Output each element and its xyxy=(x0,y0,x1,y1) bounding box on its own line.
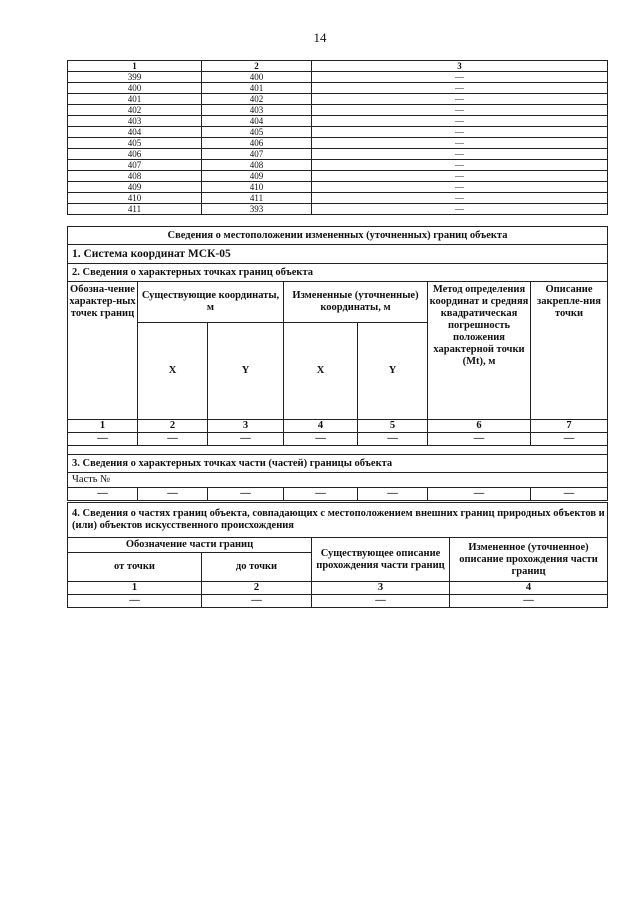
table-row xyxy=(68,433,608,446)
description-cell: — xyxy=(312,72,608,83)
description-cell: — xyxy=(312,94,608,105)
section4-title: 4. Сведения о частях границ объекта, совпадающих с местоположением внешних границ природных объектов и (или) объектов искусственного происхождения xyxy=(68,503,608,538)
description-cell: — xyxy=(312,193,608,204)
description-cell: — xyxy=(312,171,608,182)
column-header: 3 xyxy=(312,61,608,72)
column-number: 4 xyxy=(450,582,608,595)
column-number: 7 xyxy=(531,420,608,433)
column-number: 2 xyxy=(202,582,312,595)
section-title-row xyxy=(68,227,608,245)
empty-cell: — xyxy=(284,433,358,446)
changed-boundary-title: Сведения о местоположении измененных (уточненных) границ объекта xyxy=(68,227,608,245)
continuation-table xyxy=(67,60,608,215)
table-row xyxy=(68,94,608,105)
y-label: Y xyxy=(208,323,284,420)
part-designation-header: Обозначение части границ xyxy=(68,538,312,553)
column-number: 1 xyxy=(68,582,202,595)
column-number: 1 xyxy=(68,420,138,433)
spacer xyxy=(68,446,608,455)
column-number: 3 xyxy=(208,420,284,433)
to-point-cell: 402 xyxy=(202,94,312,105)
column-number: 2 xyxy=(138,420,208,433)
table-row xyxy=(68,488,608,501)
from-point-cell: 411 xyxy=(68,204,202,215)
column-numbers-row xyxy=(68,582,608,595)
part-label: Часть № xyxy=(68,473,608,488)
empty-cell: — xyxy=(68,488,138,501)
to-point-header: до точки xyxy=(202,553,312,582)
page-number: 14 xyxy=(313,30,327,45)
x-label: X xyxy=(284,323,358,420)
to-point-cell: 403 xyxy=(202,105,312,116)
part-row xyxy=(68,473,608,488)
section1-title: 1. Система координат МСК-05 xyxy=(68,245,608,264)
empty-cell: — xyxy=(450,595,608,608)
from-point-cell: 400 xyxy=(68,83,202,94)
description-cell: — xyxy=(312,127,608,138)
empty-cell: — xyxy=(284,488,358,501)
table-row xyxy=(68,160,608,171)
boundary-parts-table xyxy=(67,502,608,608)
empty-cell: — xyxy=(428,433,531,446)
from-point-header: от точки xyxy=(68,553,202,582)
empty-cell: — xyxy=(531,433,608,446)
description-cell: — xyxy=(312,138,608,149)
table-row xyxy=(68,105,608,116)
empty-cell: — xyxy=(531,488,608,501)
changed-description-header: Измененное (уточненное) описание прохождения части границ xyxy=(450,538,608,582)
column-numbers-row xyxy=(68,420,608,433)
table-row xyxy=(68,72,608,83)
to-point-cell: 393 xyxy=(202,204,312,215)
description-cell: — xyxy=(312,105,608,116)
column-header: 2 xyxy=(202,61,312,72)
y-label: Y xyxy=(358,323,428,420)
method-header: Метод определения координат и средняя квадратическая погрешность положения характерной точки (Mt), м xyxy=(428,282,531,420)
from-point-cell: 402 xyxy=(68,105,202,116)
section-row xyxy=(68,264,608,282)
table-row xyxy=(68,193,608,204)
from-point-cell: 410 xyxy=(68,193,202,204)
to-point-cell: 407 xyxy=(202,149,312,160)
from-point-cell: 407 xyxy=(68,160,202,171)
designation-header: Обозна-чение характер-ных точек границ xyxy=(68,282,138,420)
empty-cell: — xyxy=(358,488,428,501)
section-row xyxy=(68,455,608,473)
to-point-cell: 406 xyxy=(202,138,312,149)
column-number: 5 xyxy=(358,420,428,433)
column-number: 6 xyxy=(428,420,531,433)
from-point-cell: 405 xyxy=(68,138,202,149)
existing-description-header: Существующее описание прохождения части границ xyxy=(312,538,450,582)
empty-cell: — xyxy=(312,595,450,608)
empty-cell: — xyxy=(138,488,208,501)
x-label: X xyxy=(138,323,208,420)
table-row xyxy=(68,204,608,215)
spacer-row xyxy=(68,446,608,455)
from-point-cell: 404 xyxy=(68,127,202,138)
empty-cell: — xyxy=(208,433,284,446)
table-row xyxy=(68,83,608,94)
description-cell: — xyxy=(312,83,608,94)
section3-title: 3. Сведения о характерных точках части (частей) границы объекта xyxy=(68,455,608,473)
from-point-cell: 408 xyxy=(68,171,202,182)
header-row xyxy=(68,282,608,323)
column-number: 4 xyxy=(284,420,358,433)
empty-cell: — xyxy=(208,488,284,501)
changed-coords-header: Измененные (уточненные) координаты, м xyxy=(284,282,428,323)
table-row xyxy=(68,127,608,138)
to-point-cell: 409 xyxy=(202,171,312,182)
to-point-cell: 404 xyxy=(202,116,312,127)
table-row xyxy=(68,182,608,193)
from-point-cell: 401 xyxy=(68,94,202,105)
description-cell: — xyxy=(312,116,608,127)
column-header: 1 xyxy=(68,61,202,72)
from-point-cell: 399 xyxy=(68,72,202,83)
empty-cell: — xyxy=(428,488,531,501)
section2-title: 2. Сведения о характерных точках границ объекта xyxy=(68,264,608,282)
table-row xyxy=(68,595,608,608)
section-row xyxy=(68,245,608,264)
empty-cell: — xyxy=(68,433,138,446)
header-row xyxy=(68,538,608,553)
table-header-row xyxy=(68,61,608,72)
empty-cell: — xyxy=(138,433,208,446)
boundary-points-table xyxy=(67,226,608,501)
to-point-cell: 408 xyxy=(202,160,312,171)
empty-cell: — xyxy=(68,595,202,608)
empty-cell: — xyxy=(358,433,428,446)
to-point-cell: 400 xyxy=(202,72,312,83)
table-row xyxy=(68,171,608,182)
table-row xyxy=(68,149,608,160)
empty-cell: — xyxy=(202,595,312,608)
to-point-cell: 401 xyxy=(202,83,312,94)
to-point-cell: 405 xyxy=(202,127,312,138)
description-cell: — xyxy=(312,182,608,193)
description-cell: — xyxy=(312,149,608,160)
table-row xyxy=(68,138,608,149)
section-row xyxy=(68,503,608,538)
existing-coords-header: Существующие координаты, м xyxy=(138,282,284,323)
fixation-header: Описание закрепле-ния точки xyxy=(531,282,608,420)
column-number: 3 xyxy=(312,582,450,595)
table-row xyxy=(68,116,608,127)
to-point-cell: 410 xyxy=(202,182,312,193)
from-point-cell: 406 xyxy=(68,149,202,160)
description-cell: — xyxy=(312,204,608,215)
from-point-cell: 403 xyxy=(68,116,202,127)
description-cell: — xyxy=(312,160,608,171)
from-point-cell: 409 xyxy=(68,182,202,193)
to-point-cell: 411 xyxy=(202,193,312,204)
